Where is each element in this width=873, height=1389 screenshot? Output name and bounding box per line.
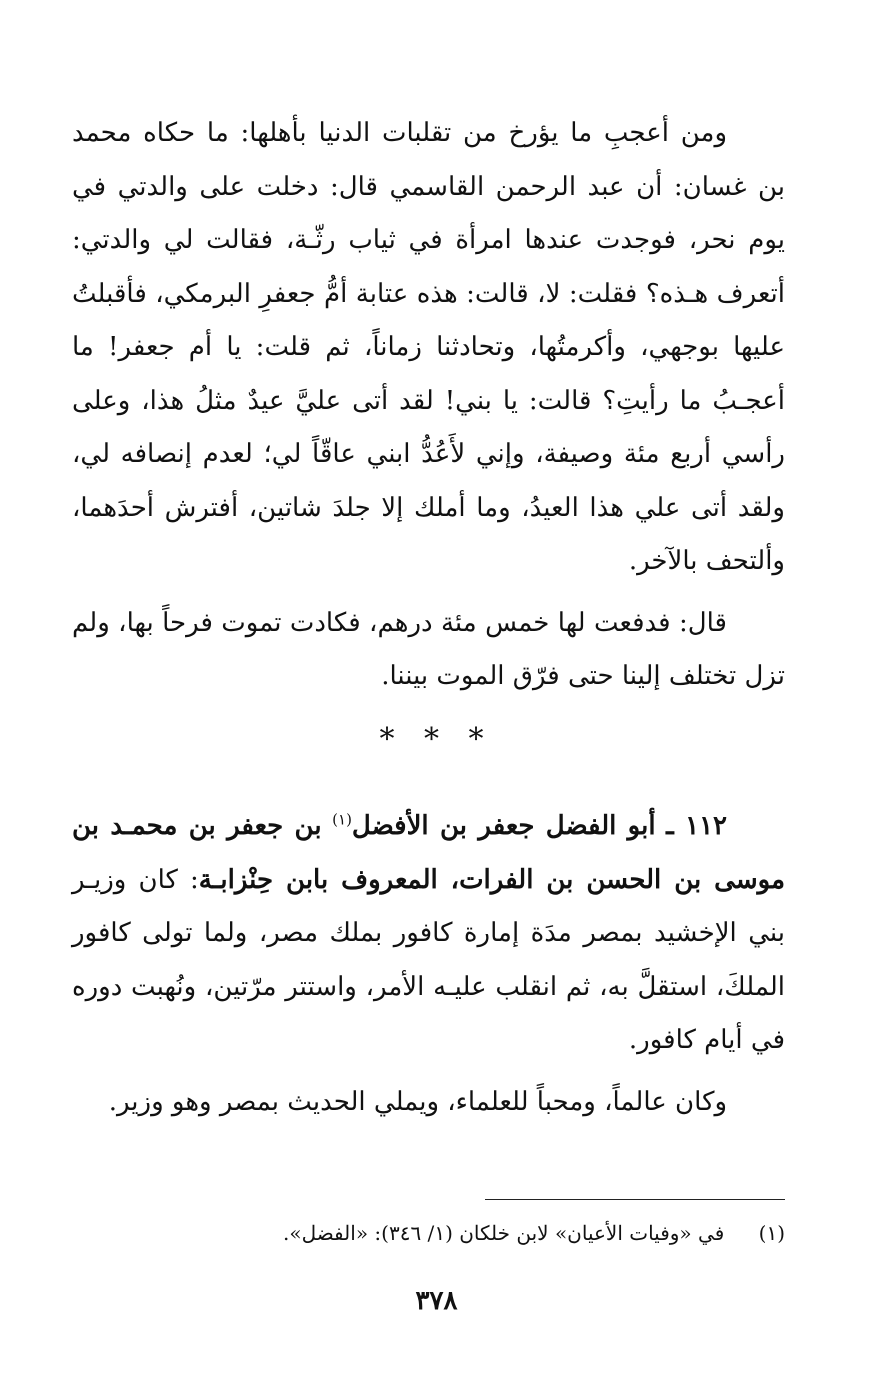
entry-112 — [72, 800, 785, 1129]
entry-number: ١١٢ ـ — [666, 811, 728, 841]
page-number: ٣٧٨ — [415, 1286, 458, 1316]
entry-112-lead — [72, 800, 785, 1068]
footnote-mark: (١) — [758, 1221, 785, 1245]
footnote — [72, 1213, 785, 1253]
footnote-text: في «وفيات الأعيان» لابن خلكان (١/ ٣٤٦): «الفضل». — [282, 1221, 725, 1245]
section-separator: * * * — [379, 722, 494, 757]
footnote-ref[interactable]: (١) — [332, 810, 352, 829]
entry-body-second: وكان عالماً، ومحباً للعلماء، ويملي الحديث بمصر وهو وزير. — [108, 1086, 727, 1117]
entry-name-continued: بن جعفر بن محمـد بن موسى بن الحسن بن الفرات، المعروف بابن حِنْزابـة — [72, 811, 785, 895]
footnote-divider — [485, 1199, 785, 1200]
paragraph-story-end: قال: فدفعت لها خمس مئة درهم، فكادت تموت فرحاً بها، ولم تزل تختلف إلينا حتى فرّق الموت بيننا. — [72, 607, 785, 691]
entry-name: أبو الفضل جعفر بن الأفضل — [351, 811, 656, 841]
paragraph-story: ومن أعجبِ ما يؤرخ من تقلبات الدنيا بأهلها: ما حكاه محمد بن غسان: أن عبد الرحمن القاسمي قال: دخلت على والدتي في يوم نحر، فوجدت عندها امرأة في ثياب رثّـة، فقالت لي والدتي: أتعرف هـذه؟ فقلت: لا، قالت: هذه عتابة أمُّ جعفرِ البرمكي، فأقبلتُ عليها بوجهي، وأكرمتُها، وتحادثنا زماناً، ثم قلت: يا أم جعفر! ما أعجـبُ ما رأيتِ؟ قالت: يا بني! لقد أتى عليَّ عيدٌ مثلُ هذا، وعلى رأسي أربع مئة وصيفة، وإني لأَعُدُّ ابني عاقّاً لي؛ لعدم إنصافه لي، ولقد أتى علي هذا العيدُ، وما أملك إلا جلدَ شاتين، أفترش أحدَهما، وألتحف بالآخر. — [72, 118, 785, 576]
entry-111-tail — [72, 107, 785, 704]
entry-body: : كان وزيـر بني الإخشيد بمصر مدَة إمارة كافور بملك مصر، ولما تولى كافور الملكَ، استقلَّ به، ثم انقلب عليـه الأمر، واستتر مرّتين، ونُهبت دوره في أيام كافور. — [72, 864, 785, 1055]
